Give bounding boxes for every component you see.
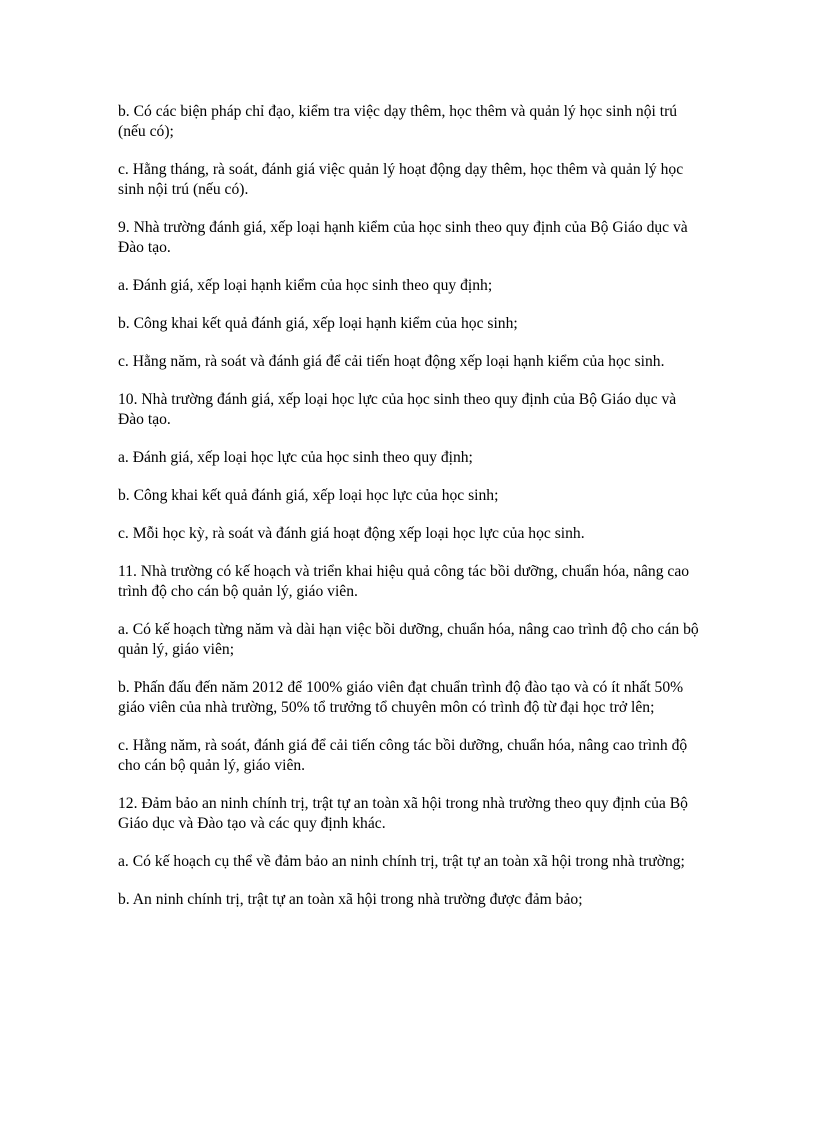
paragraph-11c: c. Hằng năm, rà soát, đánh giá để cải tiến công tác bồi dưỡng, chuẩn hóa, nâng cao trình độ cho cán bộ quản lý, giáo viên. [118,737,688,774]
paragraph-9c: c. Hằng năm, rà soát và đánh giá để cải tiến hoạt động xếp loại hạnh kiểm của học sinh. [118,353,665,370]
paragraph-10b: b. Công khai kết quả đánh giá, xếp loại học lực của học sinh; [118,487,499,504]
criterion-10-heading: 10. Nhà trường đánh giá, xếp loại học lực của học sinh theo quy định của Bộ Giáo dục và Đào tạo. [118,391,677,428]
paragraph-9a: a. Đánh giá, xếp loại hạnh kiểm của học sinh theo quy định; [118,277,493,294]
criterion-9-heading: 9. Nhà trường đánh giá, xếp loại hạnh kiểm của học sinh theo quy định của Bộ Giáo dục và Đào tạo. [118,219,688,256]
criterion-11-heading: 11. Nhà trường có kế hoạch và triển khai hiệu quả công tác bồi dưỡng, chuẩn hóa, nâng cao trình độ cho cán bộ quản lý, giáo viên. [118,563,690,600]
paragraph-11b: b. Phấn đấu đến năm 2012 để 100% giáo viên đạt chuẩn trình độ đào tạo và có ít nhất 50% giáo viên của nhà trường, 50% tổ trưởng tổ chuyên môn có trình độ từ đại học trở lên; [118,679,684,716]
criterion-12-heading: 12. Đảm bảo an ninh chính trị, trật tự an toàn xã hội trong nhà trường theo quy định của Bộ Giáo dục và Đào tạo và các quy định khác. [118,795,688,832]
paragraph-9b: b. Công khai kết quả đánh giá, xếp loại hạnh kiểm của học sinh; [118,315,518,332]
document-body [118,102,704,928]
paragraph-11a: a. Có kế hoạch từng năm và dài hạn việc bồi dưỡng, chuẩn hóa, nâng cao trình độ cho cán bộ quản lý, giáo viên; [118,621,699,658]
paragraph-12b: b. An ninh chính trị, trật tự an toàn xã hội trong nhà trường được đảm bảo; [118,891,583,908]
paragraph-8c: c. Hằng tháng, rà soát, đánh giá việc quản lý hoạt động dạy thêm, học thêm và quản lý học sinh nội trú (nếu có). [118,161,684,198]
paragraph-8b: b. Có các biện pháp chỉ đạo, kiểm tra việc dạy thêm, học thêm và quản lý học sinh nội trú (nếu có); [118,103,678,140]
paragraph-10a: a. Đánh giá, xếp loại học lực của học sinh theo quy định; [118,449,473,466]
paragraph-12a: a. Có kế hoạch cụ thể về đảm bảo an ninh chính trị, trật tự an toàn xã hội trong nhà trường; [118,853,685,870]
paragraph-10c: c. Mỗi học kỳ, rà soát và đánh giá hoạt động xếp loại học lực của học sinh. [118,525,585,542]
